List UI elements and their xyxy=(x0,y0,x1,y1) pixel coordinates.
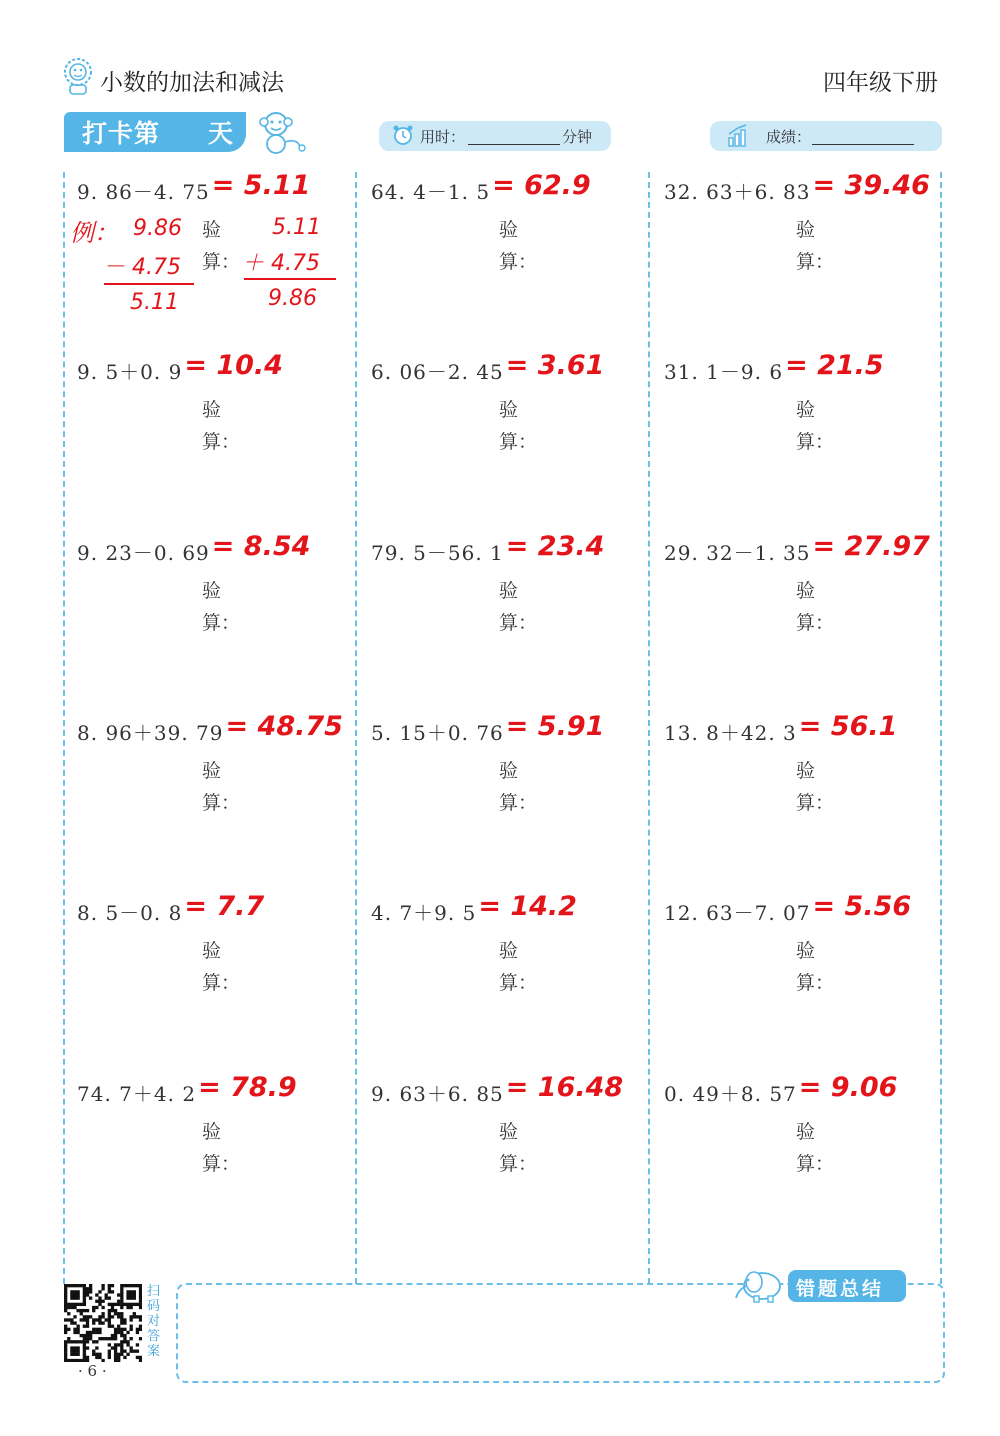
problem-answer: = 10.4 xyxy=(184,350,283,382)
problem-expression: 8. 96＋39. 79 xyxy=(77,720,224,745)
problem-expression: 12. 63－7. 07 xyxy=(664,901,811,926)
problem-expression: 74. 7＋4. 2 xyxy=(77,1081,197,1106)
problem-expression: 32. 63＋6. 83 xyxy=(664,180,811,204)
check-label: 验 xyxy=(499,940,519,963)
check-label: 验 xyxy=(202,579,222,602)
problem-expression: 5. 15＋0. 76 xyxy=(371,720,504,745)
page-number: · 6 · xyxy=(78,1362,107,1380)
check-label: 验 xyxy=(202,940,222,963)
example-sub-result: 5.11 xyxy=(130,290,179,315)
check-label-suffix: 算： xyxy=(796,972,835,995)
check-label: 验 xyxy=(202,219,222,241)
example-sub-mid: － 4.75 xyxy=(103,255,181,280)
problem-expression: 79. 5－56. 1 xyxy=(371,540,504,565)
monkey-mascot-icon xyxy=(254,108,310,156)
problem-answer: = 9.06 xyxy=(798,1071,898,1103)
time-label: 用时： xyxy=(420,128,466,146)
check-label: 验 xyxy=(499,219,519,241)
example-add-top: 5.11 xyxy=(272,215,321,240)
check-label: 验 xyxy=(202,1120,222,1143)
score-blank[interactable] xyxy=(812,144,914,145)
check-label-suffix: 算： xyxy=(796,1152,835,1175)
check-label-suffix: 算： xyxy=(796,251,835,273)
check-label: 验 xyxy=(796,940,816,963)
mistake-summary-label: 错题总结 xyxy=(796,1278,885,1300)
problem-answer: = 23.4 xyxy=(505,530,605,562)
check-label: 验 xyxy=(796,1120,816,1143)
example-add-mid: ＋ 4.75 xyxy=(242,251,320,276)
problem-expression: 6. 06－2. 45 xyxy=(371,360,504,385)
time-unit-label: 分钟 xyxy=(562,128,593,146)
problem-answer: = 48.75 xyxy=(225,710,343,742)
check-label-suffix: 算： xyxy=(796,611,835,634)
problem-answer: = 39.46 xyxy=(812,170,930,201)
scan-for-answers-label: 扫码对答案 xyxy=(147,1284,161,1359)
check-label-suffix: 算： xyxy=(499,251,538,273)
problem-answer: = 78.9 xyxy=(198,1071,297,1103)
problem-answer: = 5.11 xyxy=(211,170,311,201)
grid-line-right xyxy=(940,172,942,1284)
check-label-suffix: 算： xyxy=(796,431,835,454)
problem-answer: = 16.48 xyxy=(505,1071,624,1103)
problem-expression: 8. 5－0. 8 xyxy=(77,901,183,926)
grade-label: 四年级下册 xyxy=(823,70,938,96)
check-label-suffix: 算： xyxy=(202,611,241,634)
check-label-suffix: 算： xyxy=(499,431,538,454)
grid-line-1 xyxy=(355,172,357,1284)
check-label: 验 xyxy=(796,759,816,782)
problem-expression: 4. 7＋9. 5 xyxy=(371,901,477,926)
grid-line-2 xyxy=(648,172,650,1284)
problem-expression: 9. 63＋6. 85 xyxy=(371,1081,504,1106)
problem-answer: = 27.97 xyxy=(812,530,930,562)
problem-expression: 9. 86－4. 75 xyxy=(77,180,210,204)
problem-answer: = 7.7 xyxy=(184,891,265,923)
check-label-suffix: 算： xyxy=(499,972,538,995)
problem-answer: = 5.56 xyxy=(812,891,912,923)
time-blank[interactable] xyxy=(468,144,560,145)
check-label: 验 xyxy=(796,399,816,422)
problem-expression: 31. 1－9. 6 xyxy=(664,360,784,385)
problem-answer: = 5.91 xyxy=(505,710,605,742)
score-label: 成绩： xyxy=(766,128,812,146)
example-label: 例： xyxy=(70,219,118,247)
problem-answer: = 56.1 xyxy=(798,710,898,742)
check-label-suffix: 算： xyxy=(202,972,241,995)
problem-expression: 64. 4－1. 5 xyxy=(371,180,491,204)
problem-answer: = 21.5 xyxy=(785,350,884,382)
bar-chart-icon xyxy=(726,122,752,148)
example-add-line xyxy=(244,278,336,280)
problem-answer: = 14.2 xyxy=(478,891,577,923)
alarm-clock-icon xyxy=(392,124,414,146)
check-label-suffix: 算： xyxy=(499,1152,538,1175)
check-label: 验 xyxy=(796,579,816,602)
check-label: 验 xyxy=(499,759,519,782)
example-add-result: 9.86 xyxy=(268,286,317,311)
check-label: 验 xyxy=(499,399,519,422)
check-label: 验 xyxy=(202,399,222,422)
problem-expression: 9. 23－0. 69 xyxy=(77,540,210,565)
punch-day-label: 天 xyxy=(208,119,234,148)
problem-expression: 0. 49＋8. 57 xyxy=(664,1081,797,1106)
qr-code[interactable] xyxy=(64,1284,142,1362)
example-sub-top: 9.86 xyxy=(133,216,182,241)
chapter-title: 小数的加法和减法 xyxy=(100,70,284,96)
problem-expression: 13. 8＋42. 3 xyxy=(664,720,797,745)
check-label-suffix: 算： xyxy=(202,791,241,814)
problem-expression: 9. 5＋0. 9 xyxy=(77,360,183,385)
check-label-suffix: 算： xyxy=(202,251,241,273)
check-label-suffix: 算： xyxy=(499,611,538,634)
problem-expression: 29. 32－1. 35 xyxy=(664,540,811,565)
elephant-icon xyxy=(732,1264,786,1304)
problem-answer: = 3.61 xyxy=(505,350,605,382)
check-label-suffix: 算： xyxy=(202,431,241,454)
check-label: 验 xyxy=(796,219,816,241)
check-label: 验 xyxy=(499,579,519,602)
problem-answer: = 8.54 xyxy=(211,530,311,562)
check-label: 验 xyxy=(202,759,222,782)
punch-card-label: 打卡第 xyxy=(82,119,161,148)
check-label-suffix: 算： xyxy=(202,1152,241,1175)
problem-answer: = 62.9 xyxy=(492,170,591,201)
check-label-suffix: 算： xyxy=(796,791,835,814)
check-label-suffix: 算： xyxy=(499,791,538,814)
check-label: 验 xyxy=(499,1120,519,1143)
example-sub-line xyxy=(104,283,194,285)
lion-mascot-icon xyxy=(60,56,96,96)
grid-line-left xyxy=(63,172,65,1284)
